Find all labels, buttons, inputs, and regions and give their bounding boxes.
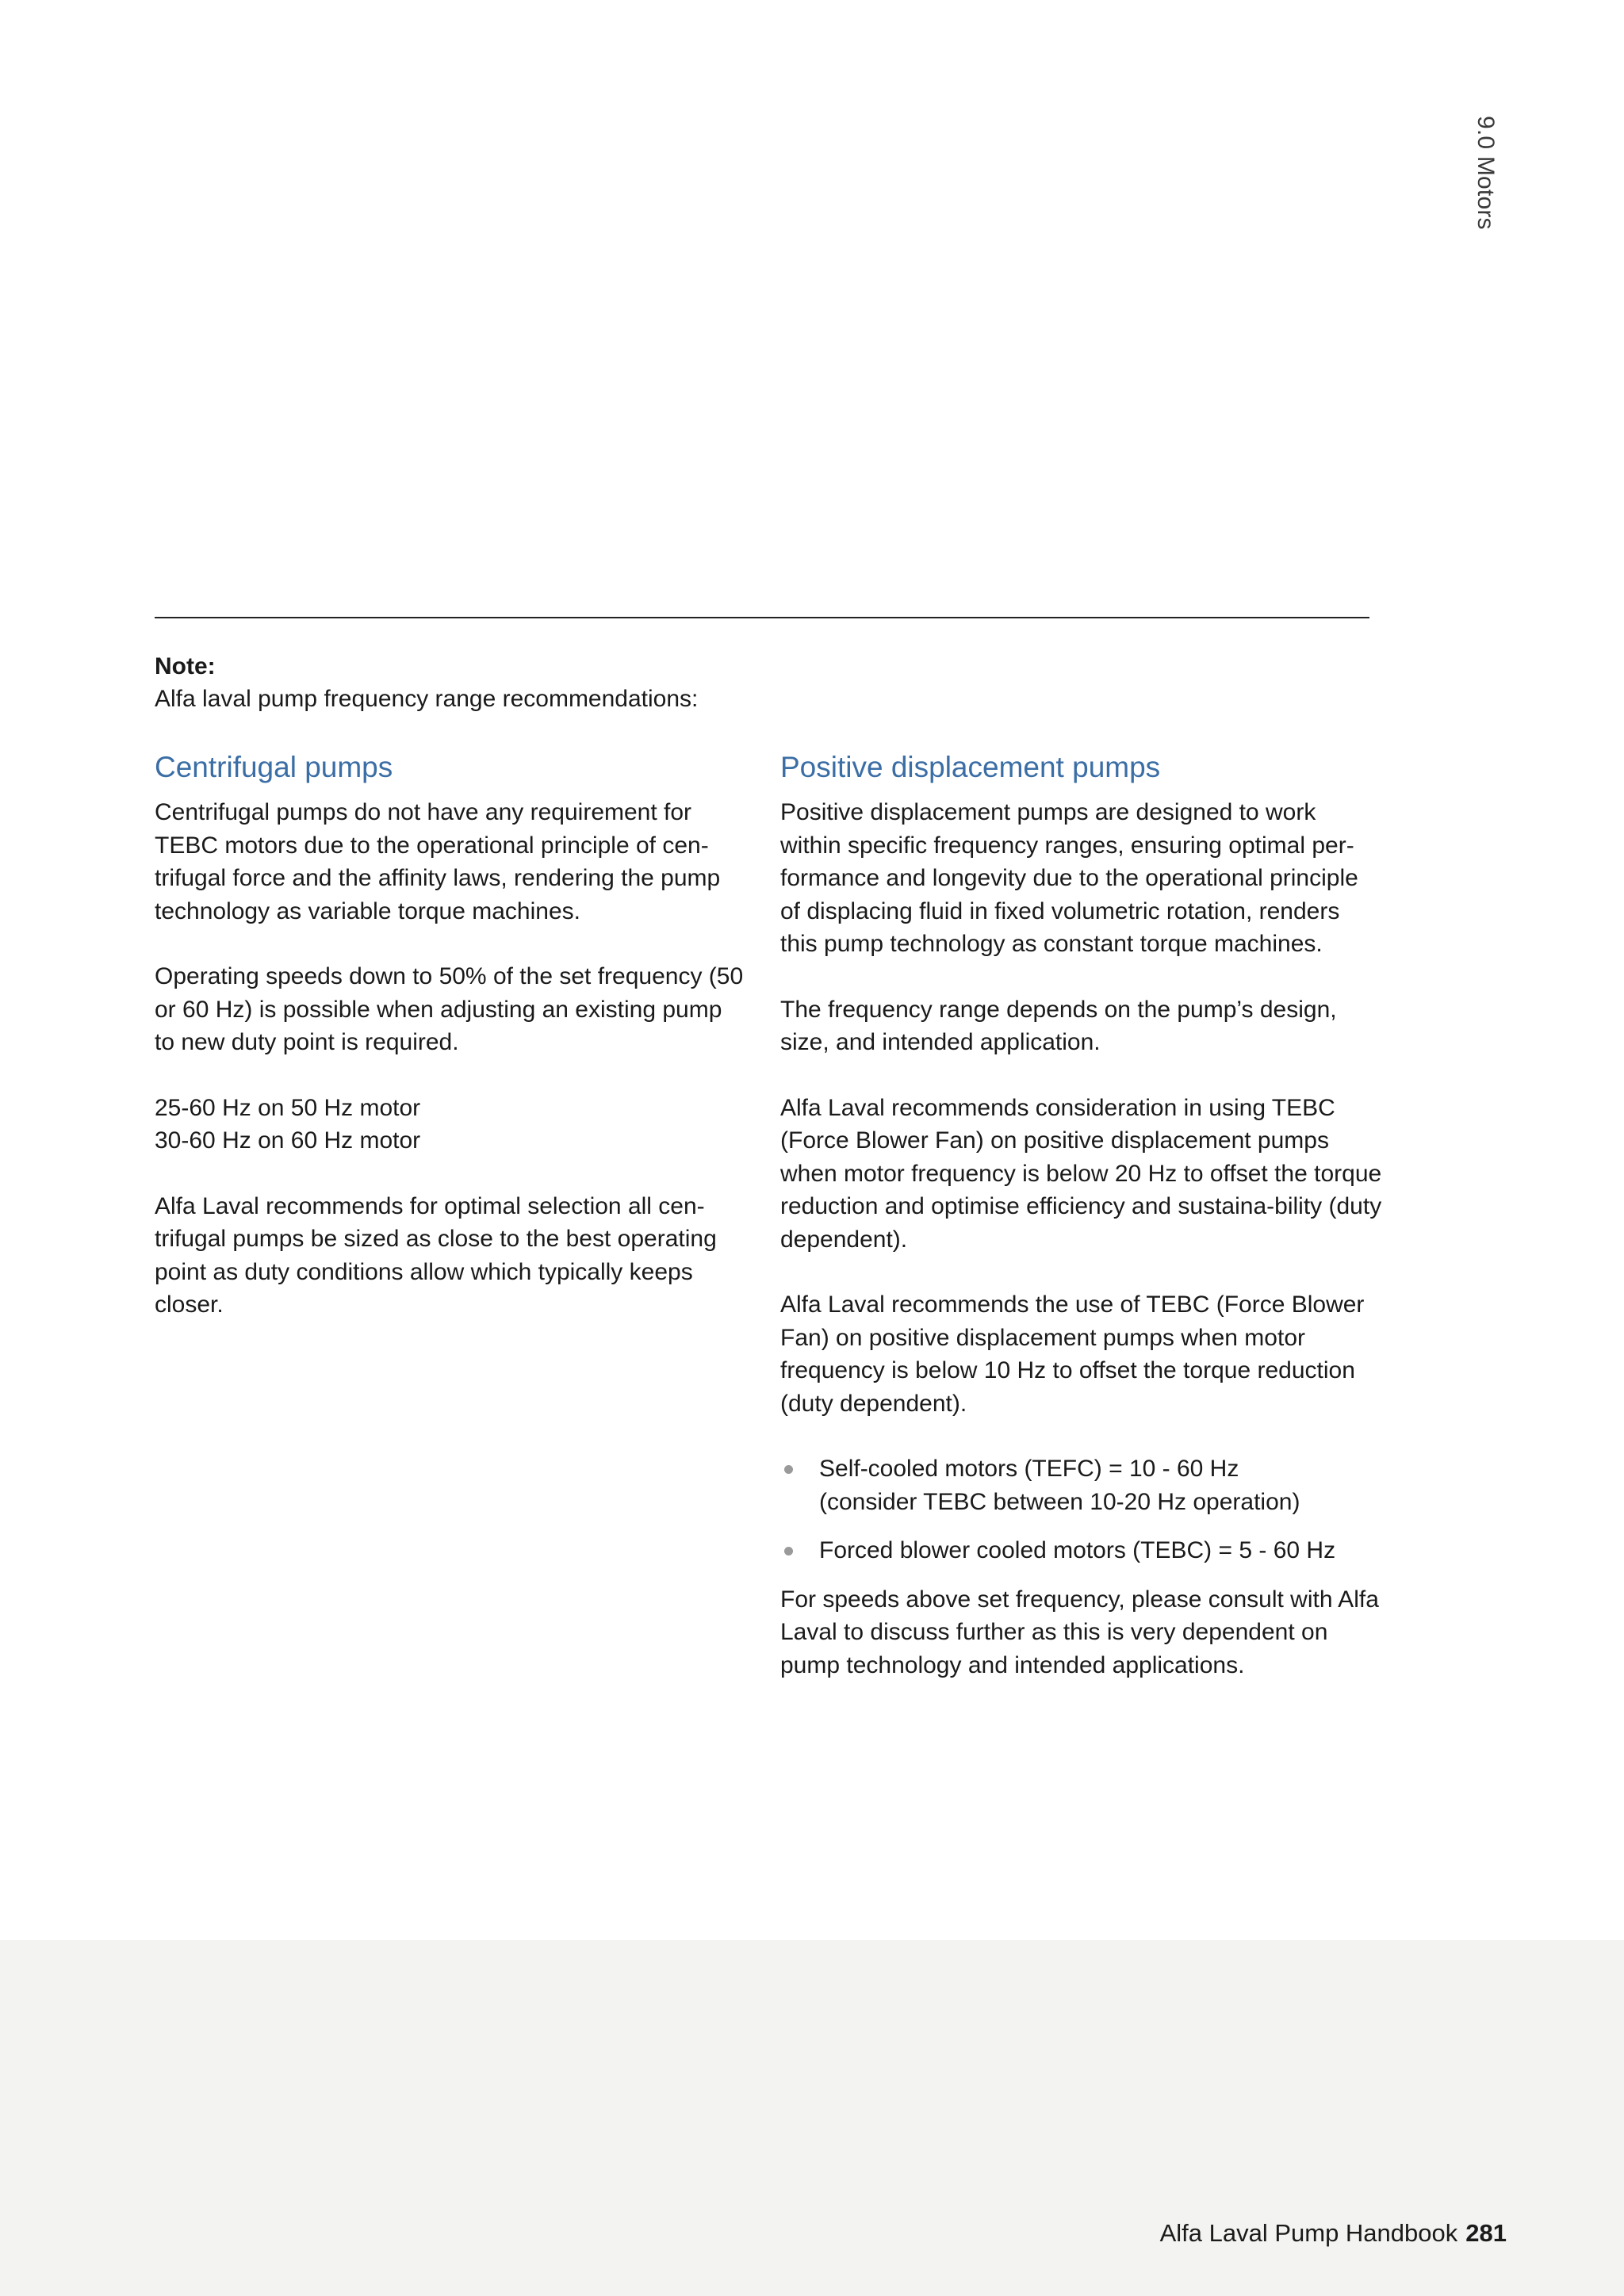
motor-frequency-list: [780, 1452, 1383, 1567]
frequency-range-60hz: 30-60 Hz on 60 Hz motor: [155, 1127, 421, 1154]
section-divider: [155, 617, 1369, 618]
paragraph: Positive displacement pumps are designed to work within specific frequency ranges, ensuring optimal per-formance and longevity due to the operational principle of displacing fluid in fixed volumetric rotation, renders this pump technology as constant torque machines.: [780, 799, 1358, 957]
note-text: Alfa laval pump frequency range recommendations:: [155, 686, 699, 712]
list-item-main: Self-cooled motors (TEFC) = 10 - 60 Hz: [819, 1456, 1239, 1482]
book-title: Alfa Laval Pump Handbook: [1159, 2219, 1458, 2247]
frequency-ranges: [155, 1092, 745, 1158]
section-tab: 9.0 Motors: [1473, 116, 1499, 230]
frequency-range-50hz: 25-60 Hz on 50 Hz motor: [155, 1094, 421, 1121]
paragraph: Operating speeds down to 50% of the set frequency (50 or 60 Hz) is possible when adjusting an existing pump to new duty point is required.: [155, 963, 744, 1055]
closing-paragraph: For speeds above set frequency, please consult with Alfa Laval to discuss further as this is very dependent on pump technology and intended applications.: [780, 1586, 1379, 1678]
list-item-main: Forced blower cooled motors (TEBC) = 5 - 60 Hz: [819, 1537, 1336, 1563]
list-item: [780, 1534, 1383, 1567]
centrifugal-pumps-heading: Centrifugal pumps: [155, 751, 393, 783]
note-label: Note:: [155, 653, 216, 679]
page-number: 281: [1465, 2219, 1507, 2247]
note-block: [155, 650, 1027, 715]
positive-displacement-pumps-heading: Positive displacement pumps: [780, 751, 1161, 783]
bullet-dot-icon: [784, 1547, 793, 1556]
positive-displacement-pumps-column: [780, 748, 1383, 1714]
footer: [1160, 2218, 1507, 2249]
paragraph: Alfa Laval recommends consideration in using TEBC (Force Blower Fan) on positive displacement pumps when motor frequency is below 20 Hz to offset the torque reduction and optimise efficiency and sustaina-bility (duty dependent).: [780, 1094, 1382, 1253]
bullet-dot-icon: [784, 1465, 793, 1474]
centrifugal-pumps-column: [155, 748, 745, 1354]
list-item-sub: (consider TEBC between 10-20 Hz operation): [819, 1488, 1300, 1515]
paragraph: The frequency range depends on the pump’s design, size, and intended application.: [780, 996, 1337, 1055]
paragraph: Centrifugal pumps do not have any requirement for TEBC motors due to the operational principle of cen-trifugal force and the affinity laws, rendering the pump technology as variable torque machines.: [155, 799, 721, 924]
paragraph: Alfa Laval recommends the use of TEBC (Force Blower Fan) on positive displacement pumps when motor frequency is below 10 Hz to offset the torque reduction (duty dependent).: [780, 1292, 1365, 1417]
list-item: [780, 1452, 1383, 1518]
paragraph: Alfa Laval recommends for optimal selection all cen-trifugal pumps be sized as close to the best operating point as duty conditions allow which typically keeps closer.: [155, 1192, 717, 1318]
